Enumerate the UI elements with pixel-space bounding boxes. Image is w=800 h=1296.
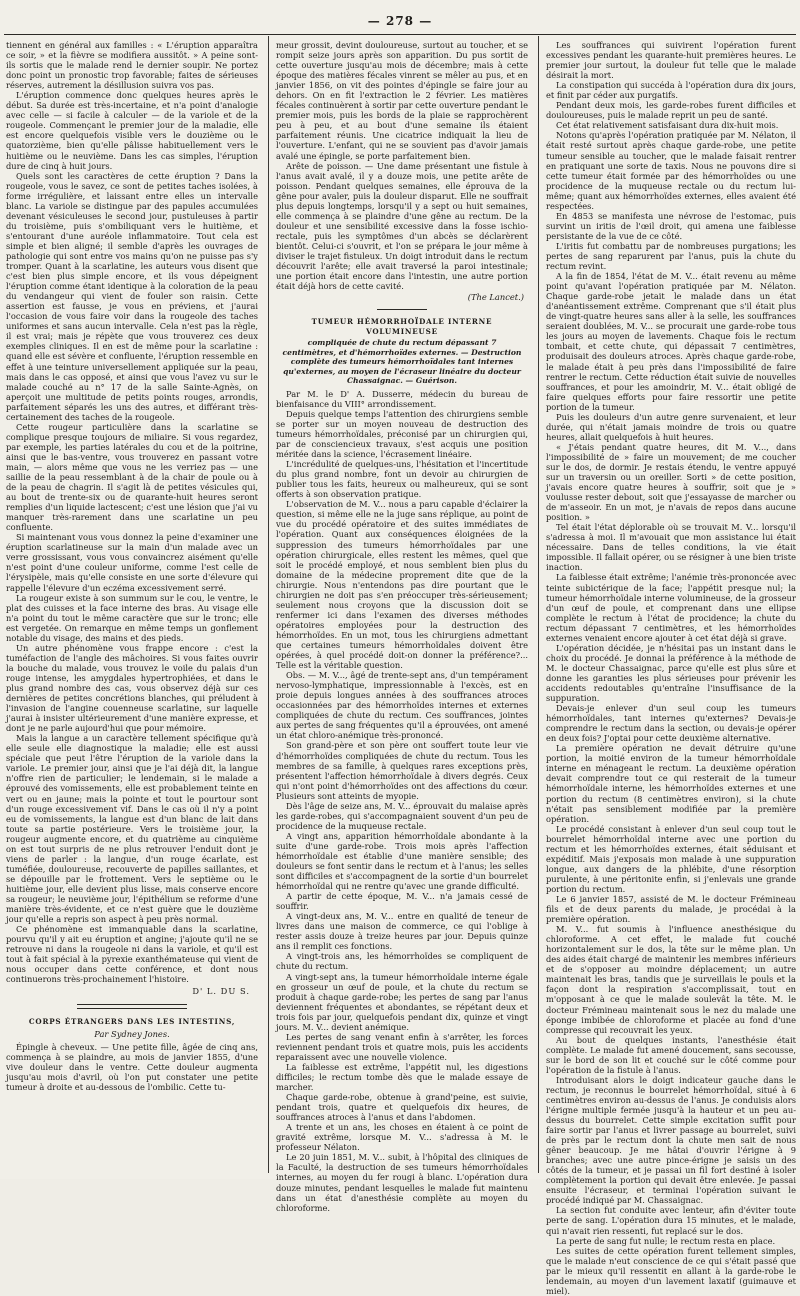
column-3 (546, 40, 796, 1296)
paragraph: tiennent en général aux familles : « L'éruption apparaîtra ce soir, » et la fièvre se modifiera aussitôt. » A peine sont-ils sortis que le malade rend le dernier soupir. Ne portez donc point un pronostic trop favorable; faites de sérieuses réserves, autrement la désillusion suivra vos pas. (6, 40, 258, 91)
paragraph: A vingt-deux ans, M. V... entre en qualité de teneur de livres dans une maison de commerce, ce qui l'oblige à rester assis douze à treize heures par jour. Depuis quinze ans il remplit ces fonctions. (276, 911, 528, 952)
source-citation: (The Lancet.) (467, 292, 524, 303)
article-subtitle: compliquée de chute du rectum dépassant 7 centimètres, et d'hémorrhoïdes externes. — Destruction complète des tumeurs hémorrhoïdales tant internes qu'externes, au moyen de l'écraseur linéaire du docteur Chassaignac. — Guérison. (282, 338, 522, 386)
paragraph: Arête de poisson. — Une dame présentant une fistule à l'anus avait avalé, il y a douze mois, une petite arête de poisson. Pendant quelques semaines, elle éprouva de la gêne pour avaler, puis la douleur disparut. Elle ne souffrait plus depuis longtemps, lorsqu'il y a sept ou huit semaines, elle commença à se plaindre d'une gêne au rectum. De la douleur et une sensibilité excessive dans la fosse ischio-rectale, puis les symptômes d'un abcès se déclarèrent bientôt. Celui-ci s'ouvrit, et l'on se prépara le jour même à diviser le trajet fistuleux. Un doigt introduit dans le rectum découvrit l'arête; elle avait traversé la paroi intestinale; une portion était encore dans l'intestin, une autre portion était déjà hors de cette cavité. (276, 160, 528, 292)
column-divider (538, 36, 539, 1173)
paragraph: A vingt ans, apparition hémorrhoïdale abondante à la suite d'une garde-robe. Trois mois après l'affection hémorrhoïdale est établie d'une manière sensible; des douleurs se font sentir dans le rectum et à l'anus; les selles sont difficiles et s'accompagnent de la sortie d'un bourrelet hémorrhoïdal qui ne rentre qu'avec une grande difficulté. (276, 830, 528, 892)
paragraph: A trente et un ans, les choses en étaient à ce point de gravité extrême, lorsque M. V... s'adressa à M. le professeur Nélaton. (276, 1122, 528, 1153)
paragraph: Les suites de cette opération furent tellement simples, que le malade n'eut conscience de ce qui s'était passé que par le mieux qu'il ressentit en allant à la garde-robe le lendemain, au moyen d'un lavement laxatif (guimauve et miel). (546, 1245, 796, 1296)
paragraph: Le 20 juin 1851, M. V... subit, à l'hôpital des cliniques de la Faculté, la destruction de ses tumeurs hémorrhoïdales internes, au moyen du fer rougi à blanc. L'opération dura douze minutes, pendant lesquelles le malade fut maintenu dans un état d'anesthésie complète au moyen du chloroforme. (276, 1152, 528, 1213)
paragraph: Dès l'âge de seize ans, M. V... éprouvait du malaise après les garde-robes, qui s'accompagnaient souvent d'un peu de procidence de la muqueuse rectale. (276, 800, 528, 831)
paragraph: La faiblesse est extrême, l'appétit nul, les digestions difficiles; le rectum tombe dès que le malade essaye de marcher. (276, 1061, 528, 1093)
paragraph: Ce phénomène est immanquable dans la scarlatine, pourvu qu'il y ait eu éruption et angine; j'ajoute qu'il ne se retrouve ni dans la rougeole ni dans la variole, et qu'il est tout à fait spécial à la pyrexie exanthémateuse qui vient de nous occuper dans cette conférence, et dont nous continuerons très-prochainement l'histoire. (6, 924, 258, 985)
paragraph: L'opération décidée, je n'hésitai pas un instant dans le choix du procédé. Je donnai la préférence à la méthode de M. le docteur Chassaignac, parce qu'elle est plus sûre et donne les garanties les plus sérieuses pour prévenir les accidents redoutables qu'entraîne l'insuffisance de la suppuration. (546, 642, 796, 704)
paragraph: A la fin de 1854, l'état de M. V... était revenu au même point qu'avant l'opération pratiquée par M. Nélaton. Chaque garde-robe jetait le malade dans un état d'anéantissement extrême. Comprenant que s'il était plus de vingt-quatre heures sans aller à la selle, les souffrances seraient doublées, M. V... se procurait une garde-robe tous les jours au moyen de lavements. Chaque fois le rectum tombait, et cette chute, qui dépassait 7 centimètres, produisait des douleurs atroces. Après chaque garde-robe, le malade était à peu près dans l'impossibilité de faire rentrer le rectum. Cette réduction était suivie de nouvelles souffrances, et pour les amoindrir, M. V... était obligé de faire quelques efforts pour faire ressortir une petite portion de la tumeur. (546, 271, 796, 412)
paragraph: A vingt-trois ans, les hémorrhoïdes se compliquent de chute du rectum. (276, 951, 528, 972)
paragraph: Cette rougeur particulière dans la scarlatine se complique presque toujours de miliaire. Si vous regardez, par exemple, les parties latérales du cou et de la poitrine, ainsi que le bas-ventre, vous trouverez en passant votre main, — alors même que vous ne les verriez pas — une saillie de la peau ressemblant à de la chair de poule ou à de la peau de chagrin. Il s'agit là de petites vésicules qui, au bout de trente-six ou de quarante-huit heures seront remplies d'un liquide lactescent; c'est une lésion que j'ai vu manquer très-rarement dans une scarlatine un peu confluente. (6, 421, 258, 533)
paragraph: La première opération ne devait détruire qu'une portion, la moitié environ de la tumeur hémorrhoïdale interne en ménageant le rectum. La deuxième opération devait comprendre tout ce qui resterait de la tumeur hémorrhoïdale interne, les hémorrhoïdes externes et une portion du rectum (8 centimètres environ), si la chute n'était pas sensiblement modifiée par la première opération. (546, 743, 796, 824)
paragraph: Mais la langue a un caractère tellement spécifique qu'à elle seule elle diagnostique la maladie; elle est aussi spéciale que peut l'être l'éruption de la variole dans la variole. Le premier jour, ainsi que je l'ai déjà dit, la langue n'offre rien de particulier; le lendemain, si le malade a éprouvé des vomissements, elle est probablement teinte en vert ou en jaune; mais la pointe et tout le pourtour sont d'un rouge excessivement vif. Dans le cas où il n'y a point eu de vomissements, la langue est d'un blanc de lait dans toute sa partie postérieure. Vers le troisième jour, la rougeur augmente encore, et du quatrième au cinquième on est tout surpris de ne plus retrouver l'enduit dont je viens de parler : la langue, d'un rouge écarlate, est tuméfiée, douloureuse, recouverte de papilles saillantes, et se dépouille par le frottement. Vers le septième ou le huitième jour, elle devient plus lisse, mais conserve encore sa rougeur; le neuvième jour, l'épithélium se reforme d'une manière très-évidente, et ce n'est guère que le douzième jour qu'elle a repris son aspect à peu près normal. (6, 733, 258, 925)
paragraph: Au bout de quelques instants, l'anesthésie était complète. Le malade fut amené doucement, sans secousse, sur le bord de son lit et couché sur le côté comme pour l'opération de la fistule à l'anus. (546, 1034, 796, 1075)
paragraph: La constipation qui succéda à l'opération dura dix jours, et finit par céder aux purgatifs. (546, 80, 796, 101)
paragraph: L'observation de M. V... nous a paru capable d'éclairer la question, si même elle ne la juge sans réplique, au point de vue du procédé opératoire et des suites immédiates de l'opération. Quant aux conséquences éloignées de la suppression des tumeurs hémorrhoïdales par une opération chirurgicale, elles restent les mêmes, quel que soit le procédé employé, et nous semblent bien plus du domaine de la médecine proprement dite que de la chirurgie. Nous n'entendons pas dire pourtant que le chirurgien ne doit pas s'en préoccuper très-sérieusement; seulement nous croyons que la discussion doit se renfermer ici dans l'examen des diverses méthodes opératoires employées pour la destruction des hémorrhoïdes. En un mot, tous les chirurgiens admettant que certaines tumeurs hémorrhoïdales doivent être opérées, à quel procédé doit-on donner la préférence?... Telle est la véritable question. (276, 499, 528, 671)
paragraph: meur grossit, devint douloureuse, surtout au toucher, et se rompit seize jours après son apparition. Du pus sortit de cette ouverture jusqu'au mois de décembre; mais à cette époque des matières fécales vinrent se mêler au pus, et en janvier 1856, on vit des pointes d'épingle se faire jour au dehors. On en fit l'extraction le 2 février. Les matières fécales continuèrent à sortir par cette ouverture pendant le premier mois, puis les bords de la plaie se rapprochèrent peu à peu, et au bout d'une semaine ils étaient parfaitement réunis. Une cicatrice indiquait la lieu de l'ouverture. L'enfant, qui ne se souvient pas d'avoir jamais avalé une épingle, se porte parfaitement bien. (276, 40, 528, 161)
article-byline: Par M. le D' A. Dusserre, médecin du bureau de bienfaisance du VIII° arrondissement. (276, 388, 528, 409)
paragraph: Épingle à cheveux. — Une petite fille, âgée de cinq ans, commença à se plaindre, au mois de janvier 1855, d'une vive douleur dans le ventre. Cette douleur augmenta jusqu'au mois d'avril, où l'on put constater une petite tumeur à droite et au-dessous de l'ombilic. Cette tu- (6, 1041, 258, 1092)
paragraph: A partir de cette époque, M. V... n'a jamais cessé de souffrir. (276, 891, 528, 912)
paragraph: Pendant deux mois, les garde-robes furent difficiles et douloureuses, puis le malade reprit un peu de santé. (546, 100, 796, 121)
paragraph: Puis les douleurs d'un autre genre survenaient, et leur durée, qui n'était jamais moindre de trois ou quatre heures, allait quelquefois à huit heures. (546, 411, 796, 442)
article-separator (377, 309, 427, 310)
article-byline: Par Sydney Jones. (94, 1028, 170, 1039)
paragraph: L'iritis fut combattu par de nombreuses purgations; les pertes de sang reparurent par l'anus, puis la chute du rectum revint. (546, 240, 796, 272)
page-number: — 278 — (367, 14, 433, 28)
paragraph: M. V... fut soumis à l'influence anesthésique du chloroforme. A cet effet, le malade fut couché horizontalement sur le dos, la tête sur le même plan. Un des aides était chargé de maintenir les membres inférieurs et de s'opposer au moindre déplacement; un autre maintenait les bras, tandis que je surveillais le pouls et la façon dont la respiration s'accomplissait, tout en m'opposant à ce que le malade soulevât la tête. M. le docteur Frémineau maintenait sous le nez du malade une éponge imbibée de chloroforme et placée au fond d'une compresse qui recouvrait les yeux. (546, 924, 796, 1035)
paragraph: L'incrédulité de quelques-uns, l'hésitation et l'incertitude du plus grand nombre, font un devoir au chirurgien de publier tous les faits, heureux ou malheureux, qui se sont offerts à son observation pratique. (276, 459, 528, 500)
paragraph: Chaque garde-robe, obtenue à grand'peine, est suivie, pendant trois, quatre et quelquefois dix heures, de souffrances atroces à l'anus et dans l'abdomen. (276, 1092, 528, 1123)
paragraph: En 4853 se manifesta une névrose de l'estomac, puis survint un iritis de l'œil droit, qui amena une faiblesse persistante de la vue de ce côté. (546, 210, 796, 241)
paragraph: A vingt-sept ans, la tumeur hémorrhoïdale interne égale en grosseur un œuf de poule, et la chute du rectum se produit à chaque garde-robe; les pertes de sang par l'anus deviennent fréquentes et abondantes, se répétant deux et trois fois par jour, quelquefois pendant dix, quinze et vingt jours. M. V... devient anémique. (276, 971, 528, 1032)
article-title: TUMEUR HÉMORRHOÏDALE INTERNE VOLUMINEUSE (311, 317, 493, 337)
paragraph: « J'étais pendant quatre heures, dit M. V..., dans l'impossibilité de » faire un mouvement; de me coucher sur le dos, de dormir. Je restais étendu, le ventre appuyé sur un traversin ou un oreiller. Sorti » de cette position, j'avais encore quatre heures à souffrir, soit que je » voulusse rester debout, soit que j'essayasse de marcher ou de m'asseoir. En un mot, je n'avais de repos dans aucune position. » (546, 441, 796, 523)
page-header (0, 14, 800, 32)
paragraph: Le procédé consistant à enlever d'un seul coup tout le bourrelet hémorrhoïdal interne avec une portion du rectum et les hémorrhoïdes externes, était séduisant et expéditif. Mais j'exposais mon malade à une suppuration longue, aux dangers de la phlébite, d'une résorption purulente, à une péritonite enfin, si j'enlevais une grande portion du rectum. (546, 823, 796, 894)
paragraph: La perte de sang fut nulle; le rectum resta en place. (556, 1235, 776, 1246)
column-1 (6, 40, 258, 1171)
author-signature: D' L. DU S. (192, 986, 250, 997)
paragraph: Notons qu'après l'opération pratiquée par M. Nélaton, il était resté surtout après chaque garde-robe, une petite tumeur sensible au toucher, que le malade faisait rentrer en pratiquant une sorte de taxis. Nous ne pouvons dire si cette tumeur était formée par des hémorrhoïdes ou une procidence de la muqueuse rectale ou du rectum lui-même; quant aux hémorrhoïdes externes, elles avaient été respectées. (546, 130, 796, 211)
paragraph: La section fut conduite avec lenteur, afin d'éviter toute perte de sang. L'opération dura 15 minutes, et le malade, qui n'avait rien ressenti, fut replacé sur le dos. (546, 1205, 796, 1236)
paragraph: Cet état relativement satisfaisant dura dix-huit mois. (556, 120, 779, 131)
paragraph: Obs. — M. V..., âgé de trente-sept ans, d'un tempérament nervoso-lymphatique, impressionnable à l'excès, est en proie depuis longues années à des souffrances atroces occasionnées par des hémorrhoïdes internes et externes compliquées de chute du rectum. Ces souffrances, jointes aux pertes de sang fréquentes qu'il a éprouvées, ont amené un état chloro-anémique très-prononcé. (276, 670, 528, 741)
paragraph: Les souffrances qui suivirent l'opération furent excessives pendant les quarante-huit premières heures. Le premier jour surtout, la douleur fut telle que le malade désirait la mort. (546, 40, 796, 81)
paragraph: Quels sont les caractères de cette éruption ? Dans la rougeole, vous le savez, ce sont de petites taches isolées, à forme irrégulière, et laissant entre elles un intervalle blanc. La variole se distingue par des papules accumulées devenant vésiculeuses le second jour, pustuleuses à partir du troisième, puis s'ombiliquant vers le huitième, et s'entourant d'une auréole inflammatoire. Tout cela est simple et bien aligné; il semble d'après les ouvrages de pathologie qui sont entre vos mains qu'on ne puisse pas s'y tromper. Quant à la scarlatine, les auteurs vous disent que c'est bien plus simple encore, et ils vous dépeignent l'éruption comme étant identique à la coloration de la peau du vendangeur qui vient de fouler son raisin. Cette assertion est fausse, je vous en préviens, et j'aurai l'occasion de vous faire voir dans la rougeole des taches uniformes et sans aucun intervalle. Cela n'est pas la règle, il est vrai; mais je répète que vous trouverez ces deux exemples cliniques. Il en est de même pour la scarlatine : quand elle est sévère et confluente, l'éruption ressemble en effet à une teinture universellement appliquée sur la peau, mais dans le cas opposé, et ainsi que vous l'avez vu sur le malade couché au n° 17 de la salle Sainte-Agnès, on aperçoit une multitude de petits points rouges, arrondis, parfaitement séparés les uns des autres, et différant très-certainement des taches de la rougeole. (6, 170, 258, 422)
header-rule (4, 34, 796, 35)
column-2 (276, 40, 528, 1213)
article-title: CORPS ÉTRANGERS DANS LES INTESTINS, (28, 1017, 236, 1027)
paragraph: Son grand-père et son père ont souffert toute leur vie d'hémorrhoïdes compliquées de chute du rectum. Tous les membres de sa famille, à quelques rares exceptions près, présentent l'affection hémorrhoïdale à divers degrés. Ceux qui n'ont point d'hémorrhoïdes ont des affections du cœur. Plusieurs sont atteints de myopie. (276, 740, 528, 801)
paragraph: Depuis quelque temps l'attention des chirurgiens semble se porter sur un moyen nouveau de destruction des tumeurs hémorrhoïdales, préconisé par un chirurgien qui, par de consciencieux travaux, s'est acquis une position méritée dans la science, l'écrasement linéaire. (276, 408, 528, 460)
paragraph: Si maintenant vous vous donnez la peine d'examiner une éruption scarlatineuse sur la main d'un malade avec un verre grossissant, vous vous convaincrez aisément qu'elle n'est point d'une couleur uniforme, comme l'est celle de l'érysipèle, mais qu'elle consiste en une sorte d'élevure qui rappelle l'élevure d'un eczéma excessivement serré. (6, 532, 258, 593)
paragraph: La faiblesse était extrême; l'anémie très-prononcée avec teinte subictérique de la face; l'appétit presque nul; la tumeur hémorrhoïdale interne volumineuse, de la grosseur d'un œuf de poule, et comprenant dans une ellipse complète le rectum à l'état de procidence; la chute du rectum dépassant 7 centimètres, et les hémorrhoïdes externes venaient encore ajouter à cet état déjà si grave. (546, 572, 796, 643)
paragraph: Les pertes de sang venant enfin à s'arrêter, les forces reviennent pendant trois et quatre mois, puis les accidents reparaissent avec une nouvelle violence. (276, 1031, 528, 1062)
paragraph: Introduisant alors le doigt indicateur gauche dans le rectum, je reconnus le bourrelet hémorrhoïdal, situé à 6 centimètres environ au-dessus de l'anus. Je conduisis alors l'érigne multiple fermée jusqu'à la hauteur et un peu au-dessus du bourrelet. Cette simple excitation suffit pour faire sortir par l'anus et livrer passage au bourrelet, suivi de près par le rectum dont la chute men sait de nous gêner beaucoup. Je me hâtai d'ouvrir l'érigne à 9 branches; avec une autre pince-érigne je saisis un des côtés de la tumeur, et je passai un fil fort destiné à isoler complètement la portion qui devait être enlevée. Je passai ensuite l'écraseur, et terminai l'opération suivant le procédé indiqué par M. Chassaignac. (546, 1074, 796, 1206)
paragraph: Devais-je enlever d'un seul coup les tumeurs hémorrhoïdales, tant internes qu'externes? Devais-je comprendre le rectum dans la section, ou devais-je opérer en deux fois? J'optai pour cette deuxième alternative. (546, 703, 796, 744)
paragraph: Un autre phénomène vous frappe encore : c'est la tuméfaction de l'angle des mâchoires. Si vous faites ouvrir la bouche du malade, vous trouvez le voile du palais d'un rouge intense, les amygdales hypertrophiées, et dans le plus grand nombre des cas, vous observez déjà sur ces dernières de petites concrétions blanches, qui préludent à l'invasion de l'angine couenneuse scarlatine, sur laquelle j'aurai à insister ultérieurement d'une manière expresse, et dont je ne parle aujourd'hui que pour mémoire. (6, 642, 258, 734)
paragraph: L'éruption commence donc quelques heures après le début. Sa durée est très-incertaine, et n'a point d'analogie avec celle — si facile à calculer — de la variole et de la rougeole. Commençant le premier jour de la maladie, elle est encore quelquefois visible vers le douzième ou le quatorzième, bien qu'elle pâlisse habituellement vers le huitième ou le neuvième. Dans les cas simples, l'éruption dure de cinq à huit jours. (6, 90, 258, 171)
article-separator (77, 1004, 187, 1009)
paragraph: La rougeur existe à son summum sur le cou, le ventre, le plat des cuisses et la face interne des bras. Au visage elle n'a point du tout le même caractère que sur le tronc; elle est vergetée. On remarque en même temps un gonflement notable du visage, des mains et des pieds. (6, 592, 258, 643)
column-divider (268, 36, 269, 1173)
paragraph: Tel était l'état déplorable où se trouvait M. V... lorsqu'il s'adressa à moi. Il m'avouait que mon assistance lui était nécessaire. Dans de telles conditions, la vie était impossible. Il fallait opérer, ou se résigner à une bien triste inaction. (546, 522, 796, 573)
paragraph: Le 6 janvier 1857, assisté de M. le docteur Frémineau fils et de deux parents du malade, je procédai à la première opération. (546, 893, 796, 925)
